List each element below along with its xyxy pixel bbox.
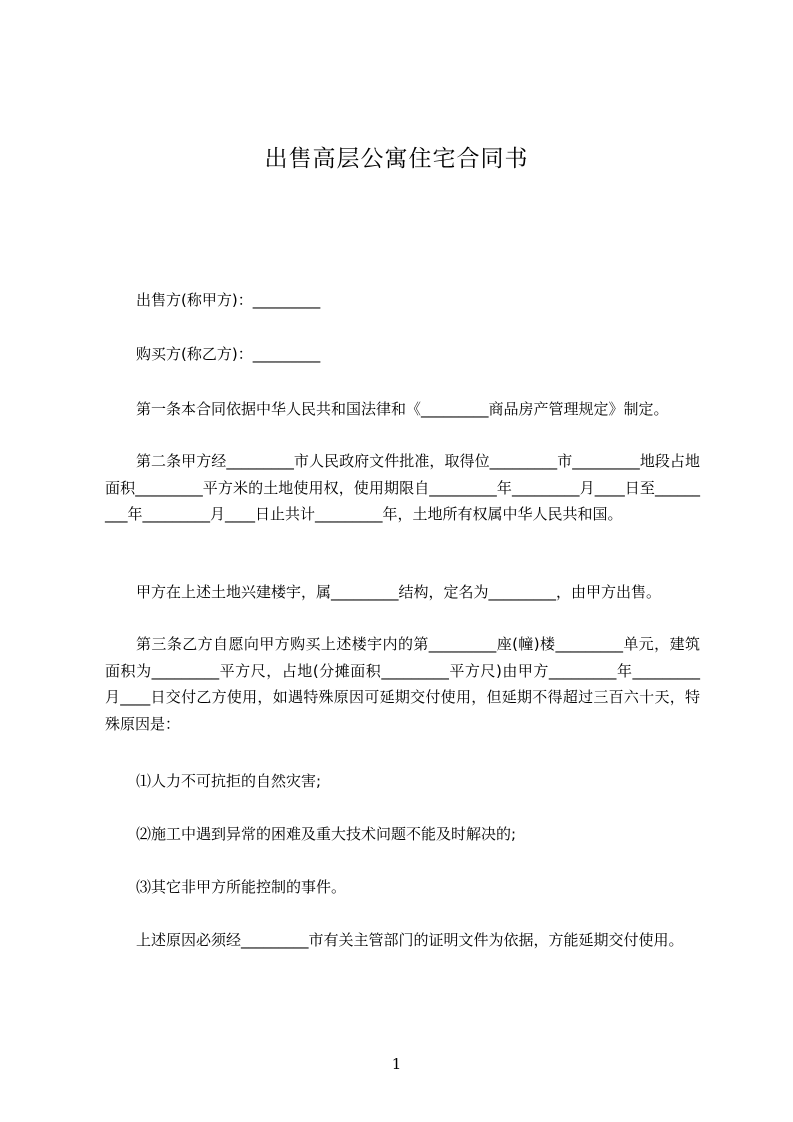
article-1: 第一条本合同依据中华人民共和国法律和《_________商品房产管理规定》制定。 [136,400,669,418]
page-number: 1 [391,1055,402,1073]
seller-line: 出售方(称甲方)：_________ [136,291,321,309]
delay-evidence-paragraph: 上述原因必须经_________市有关主管部门的证明文件为依据，方能延期交付使用。 [136,931,684,949]
buyer-line: 购买方(称乙方)：_________ [136,345,321,363]
article-3: 第三条乙方自愿向甲方购买上述楼宇内的第_________座(幢)楼_________单元，建筑面积为_________平方尺，占地(分摊面积_________平方尺)由甲方_________年_________月____日交付乙方使用，如遇特殊原因可延期交付使用，但延期不得超过三百六十天，特殊原因是： [105,635,700,733]
reason-item-3: ⑶其它非甲方所能控制的事件。 [136,878,347,896]
article-2: 第二条甲方经_________市人民政府文件批准，取得位_________市_________地段占地面积_________平方米的土地使用权，使用期限自_________年_________月____日至_________年_________月____日止共计_________年，土地所有权属中华人民共和国。 [105,452,700,523]
document-title: 出售高层公寓住宅合同书 [264,146,529,172]
reason-item-2: ⑵施工中遇到异常的困难及重大技术问题不能及时解决的; [136,825,517,843]
reason-item-1: ⑴人力不可抗拒的自然灾害; [136,772,322,790]
building-paragraph: 甲方在上述土地兴建楼宇，属_________结构，定名为_________，由甲方出售。 [136,583,662,601]
